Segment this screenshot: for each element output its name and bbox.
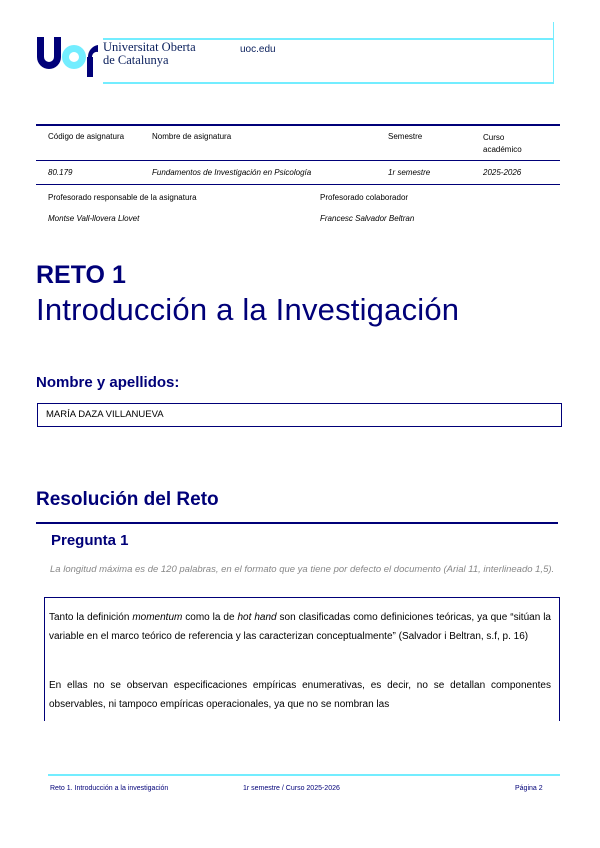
page-number: Página 2	[515, 785, 543, 792]
question-title: Pregunta 1	[51, 532, 129, 549]
footer-left: Reto 1. Introducción a la investigación	[50, 785, 169, 792]
footer-center: 1r semestre / Curso 2025-2026	[243, 785, 340, 792]
table-mid-rule	[36, 160, 560, 161]
col-semester-header: Semestre	[388, 132, 423, 141]
university-name-line2: de Catalunya	[103, 53, 169, 67]
header-bottom-line	[103, 82, 553, 84]
student-name-value: MARÍA DAZA VILLANUEVA	[46, 409, 164, 420]
col-name-header: Nombre de asignatura	[152, 132, 232, 141]
uoc-logo	[36, 37, 98, 77]
answer-box[interactable]	[44, 597, 560, 721]
collaborator-value: Francesc Salvador Beltran	[320, 214, 415, 223]
col-course-header-line2: académico	[483, 145, 522, 154]
answer-term-hot-hand: hot hand	[237, 612, 277, 623]
answer-paragraph-1	[49, 608, 551, 646]
resolution-heading: Resolución del Reto	[36, 489, 219, 510]
answer-text: Tanto la definición	[49, 612, 133, 623]
col-course-header-line1: Curso	[483, 133, 505, 142]
answer-text: son clasificadas como definiciones teóricas, ya que “sitúan la variable en el marco teórico de referencia y las caracterizan conceptualmente” (Salvador i Beltran, s.f, p. 16)	[49, 612, 551, 642]
semester-value: 1r semestre	[388, 168, 431, 177]
col-course-header	[483, 132, 522, 156]
responsible-value: Montse Vall-llovera Llovet	[48, 214, 140, 223]
col-responsible-header: Profesorado responsable de la asignatura	[48, 193, 197, 202]
answer-term-momentum: momentum	[132, 612, 183, 623]
university-name	[103, 41, 196, 67]
course-value: 2025-2026	[483, 168, 522, 177]
table-top-rule	[36, 124, 560, 126]
subject-name: Fundamentos de Investigación en Psicología	[152, 168, 312, 177]
answer-paragraph-2: En ellas no se observan especificaciones empíricas enumerativas, es decir, no se detallan componentes observables, ni tampoco empíricas operacionales, ya que no se nombran las	[49, 680, 551, 710]
footer-rule	[48, 774, 560, 776]
page-title: Introducción a la Investigación	[36, 292, 460, 327]
col-code-header: Código de asignatura	[48, 132, 125, 141]
university-name-line1: Universitat Oberta	[103, 40, 196, 54]
student-name-label: Nombre y apellidos:	[36, 374, 180, 391]
reto-title: RETO 1	[36, 261, 126, 289]
resolution-rule	[36, 522, 558, 524]
col-collaborator-header: Profesorado colaborador	[320, 193, 409, 202]
question-hint: La longitud máxima es de 120 palabras, en el formato que ya tiene por defecto el documento (Arial 11, interlineado 1,5).	[50, 564, 555, 575]
header-vertical-line	[553, 22, 554, 84]
subject-code: 80.179	[48, 168, 73, 177]
answer-text: como la de	[182, 612, 238, 623]
university-url[interactable]: uoc.edu	[240, 44, 276, 55]
table-row-rule	[36, 184, 560, 185]
